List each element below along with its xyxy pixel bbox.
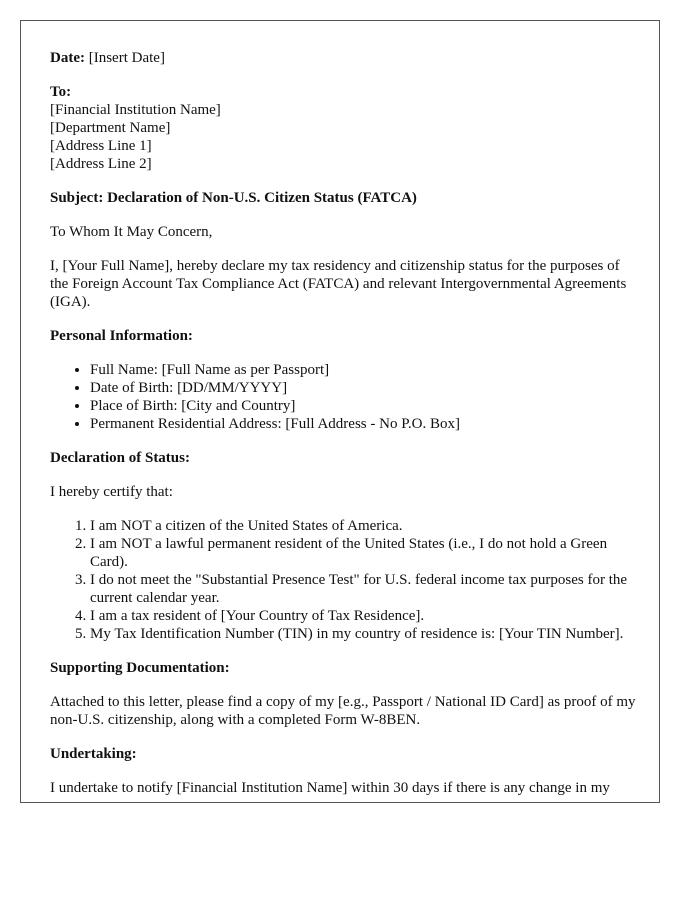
personal-info-heading: Personal Information: [50, 328, 193, 344]
undertaking-heading: Undertaking: [50, 746, 137, 762]
recipient-line: [Address Line 2] [50, 156, 152, 172]
to-label: To: [50, 84, 72, 100]
subject-label: Subject: [50, 190, 104, 206]
list-item: 4. I am a tax resident of [Your Country of Tax Residence]. [90, 607, 640, 625]
supporting-paragraph: Attached to this letter, please find a copy of my [e.g., Passport / National ID Card] as proof of my non-U.S. citizenship, along with a completed Form W-8BEN. [50, 694, 636, 728]
list-item: • Full Name: [Full Name as per Passport] [90, 361, 640, 379]
list-item: 3. I do not meet the "Substantial Presence Test" for U.S. federal income tax purposes for the current calendar year. [90, 571, 640, 607]
status-heading: Declaration of Status: [50, 450, 190, 466]
status-list [50, 517, 640, 643]
subject-value: Declaration of Non-U.S. Citizen Status (FATCA) [107, 190, 417, 206]
certify-text: I hereby certify that: [50, 484, 173, 500]
personal-info-list [50, 361, 640, 433]
recipient-line: [Department Name] [50, 120, 171, 136]
letter-page [20, 20, 660, 803]
date-line [50, 49, 640, 67]
recipient-line: [Financial Institution Name] [50, 102, 221, 118]
list-item: 5. My Tax Identification Number (TIN) in my country of residence is: [Your TIN Number]. [90, 625, 640, 643]
date-value: [Insert Date] [88, 50, 165, 66]
undertaking-paragraph: I undertake to notify [Financial Institution Name] within 30 days if there is any change in my [50, 780, 610, 796]
intro-paragraph: I, [Your Full Name], hereby declare my tax residency and citizenship status for the purposes of the Foreign Account Tax Compliance Act (FATCA) and relevant Intergovernmental Agreements (IGA). [50, 258, 627, 310]
date-label: Date: [50, 50, 85, 66]
list-item: 1. I am NOT a citizen of the United States of America. [90, 517, 640, 535]
list-item: • Permanent Residential Address: [Full Address - No P.O. Box] [90, 415, 640, 433]
supporting-heading: Supporting Documentation: [50, 660, 230, 676]
salutation: To Whom It May Concern, [50, 224, 213, 240]
subject-line [50, 189, 640, 207]
list-item: • Place of Birth: [City and Country] [90, 397, 640, 415]
letter-content [50, 49, 640, 803]
list-item: • Date of Birth: [DD/MM/YYYY] [90, 379, 640, 397]
recipient-block [50, 83, 640, 173]
list-item: 2. I am NOT a lawful permanent resident of the United States (i.e., I do not hold a Green Card). [90, 535, 640, 571]
recipient-line: [Address Line 1] [50, 138, 152, 154]
